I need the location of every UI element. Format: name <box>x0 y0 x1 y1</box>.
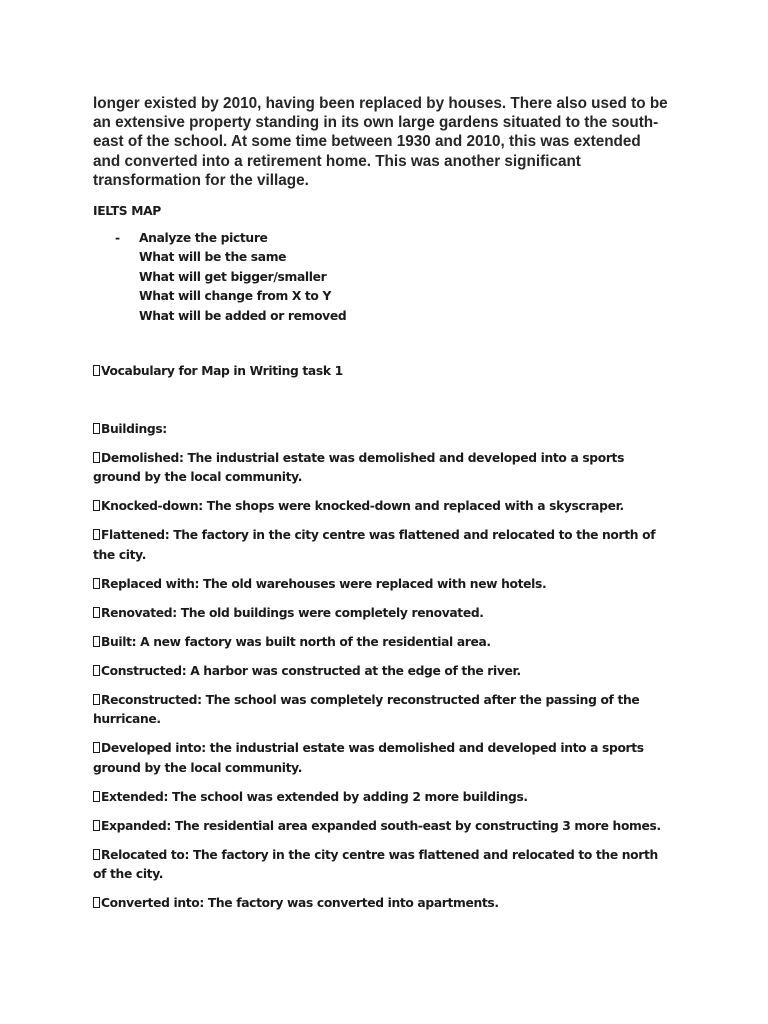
vocab-entry-text: Knocked-down: The shops were knocked-down and replaced with a skyscraper. <box>101 499 624 514</box>
missing-glyph-icon <box>93 578 100 589</box>
vocab-entry-knocked-down <box>93 497 668 516</box>
ielts-map-heading: IELTS MAP <box>93 204 161 219</box>
missing-glyph-icon <box>93 500 100 511</box>
list-dash-bullet: - <box>115 231 121 246</box>
list-item: What will be the same <box>139 250 287 265</box>
vocab-entry-extended <box>93 788 668 807</box>
missing-glyph-icon <box>93 849 100 860</box>
vocab-entry-text: Demolished: The industrial estate was demolished and developed into a sports ground by the local community. <box>93 451 625 485</box>
vocab-entry-text: Developed into: the industrial estate was demolished and developed into a sports ground by the local community. <box>93 741 644 775</box>
missing-glyph-icon <box>93 897 100 908</box>
list-item: Analyze the picture <box>139 231 268 246</box>
list-item: What will change from X to Y <box>139 289 332 304</box>
missing-glyph-icon <box>93 452 100 463</box>
vocab-entry-text: Replaced with: The old warehouses were replaced with new hotels. <box>101 576 547 591</box>
vocab-entry-demolished <box>93 449 668 488</box>
vocab-entry-text: Relocated to: The factory in the city centre was flattened and relocated to the north of the city. <box>93 847 658 882</box>
vocab-entry-text: Converted into: The factory was converted into apartments. <box>101 896 499 911</box>
missing-glyph-icon <box>93 529 100 540</box>
missing-glyph-icon <box>93 607 100 618</box>
vocab-entry-flattened <box>93 526 668 565</box>
buildings-label <box>93 420 668 439</box>
vocab-entry-converted-into <box>93 894 668 913</box>
vocab-entry-text: Extended: The school was extended by adding 2 more buildings. <box>101 789 528 804</box>
intro-paragraph: longer existed by 2010, having been replaced by houses. There also used to be an extensive property standing in its own large gardens situated to the south-east of the school. At some time between 1930 and 2010, this was extended and converted into a retirement home. This was another significant transformation for the village. <box>93 95 668 189</box>
vocabulary-title-text: Vocabulary for Map in Writing task 1 <box>101 364 343 379</box>
missing-glyph-icon <box>93 820 100 831</box>
vocab-entry-built <box>93 633 668 652</box>
missing-glyph-icon <box>93 423 100 434</box>
vocab-entry-text: Renovated: The old buildings were completely renovated. <box>101 605 484 620</box>
list-item: What will get bigger/smaller <box>139 269 327 284</box>
analysis-list <box>93 229 668 326</box>
missing-glyph-icon <box>93 791 100 802</box>
vocab-entry-replaced-with <box>93 575 668 594</box>
buildings-label-text: Buildings: <box>101 422 167 437</box>
vocab-entry-text: Expanded: The residential area expanded south-east by constructing 3 more homes. <box>101 818 661 833</box>
vocabulary-title <box>93 362 668 381</box>
vocab-entry-text: Reconstructed: The school was completely reconstructed after the passing of the hurricane. <box>93 692 640 727</box>
missing-glyph-icon <box>93 742 100 753</box>
vocab-entry-text: Constructed: A harbor was constructed at the edge of the river. <box>101 663 521 678</box>
document-page <box>93 94 668 923</box>
missing-glyph-icon <box>93 636 100 647</box>
vocab-entry-text: Flattened: The factory in the city centre was flattened and relocated to the north of the city. <box>93 528 656 562</box>
vocab-entry-reconstructed <box>93 691 668 730</box>
vocab-entry-text: Built: A new factory was built north of the residential area. <box>101 634 491 649</box>
vocab-entry-relocated-to <box>93 846 668 885</box>
missing-glyph-icon <box>93 365 100 376</box>
vocab-entry-constructed <box>93 662 668 681</box>
missing-glyph-icon <box>93 665 100 676</box>
vocab-entry-developed-into <box>93 739 668 778</box>
missing-glyph-icon <box>93 694 100 705</box>
vocab-entry-renovated <box>93 604 668 623</box>
vocab-entry-expanded <box>93 817 668 836</box>
list-item: What will be added or removed <box>139 308 347 323</box>
